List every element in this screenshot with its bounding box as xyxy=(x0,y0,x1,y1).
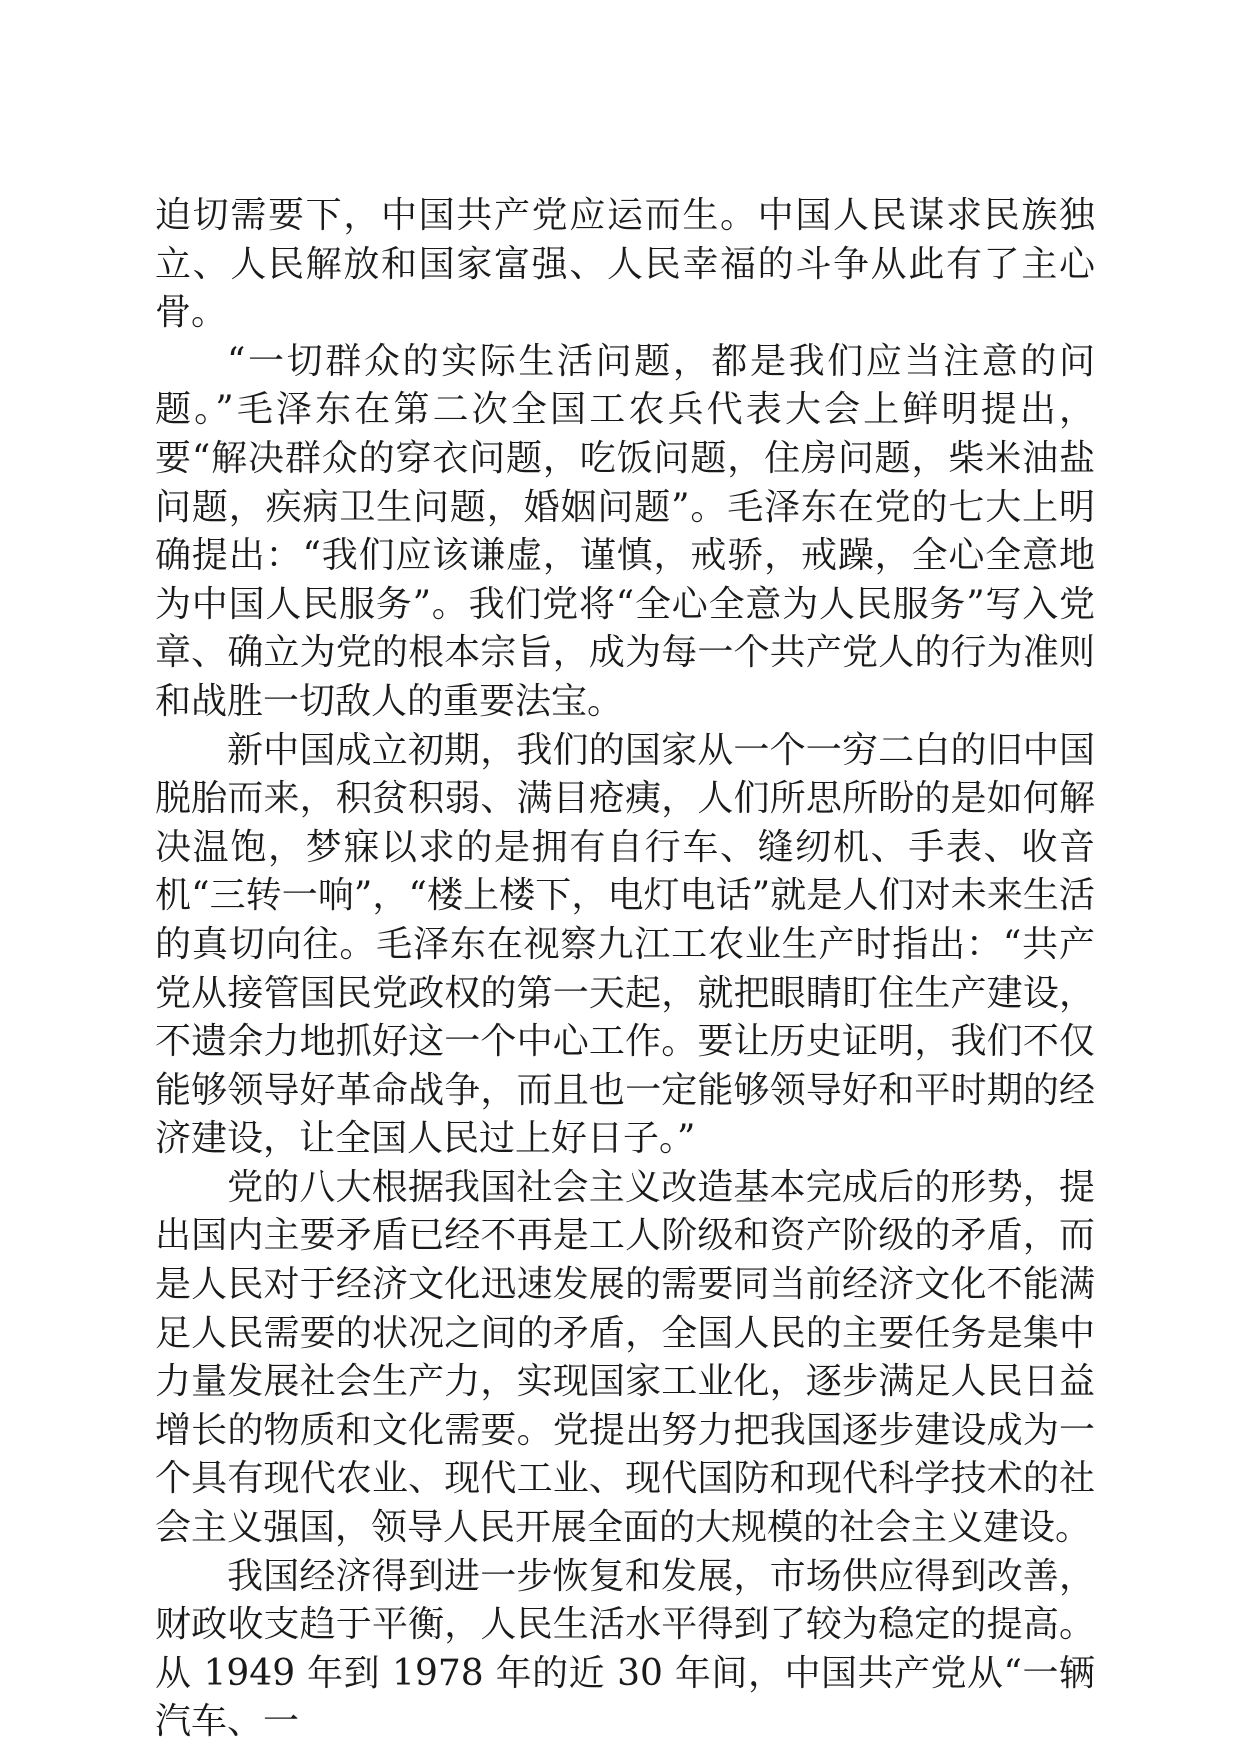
paragraph-5: 我国经济得到进一步恢复和发展，市场供应得到改善，财政收支趋于平衡，人民生活水平得到了较为稳定的提高。从 1949 年到 1978 年的近 30 年间，中国共产党从“一辆汽车、一 xyxy=(155,1555,1095,1743)
paragraph-2: “一切群众的实际生活问题，都是我们应当注意的问题。”毛泽东在第二次全国工农兵代表大会上鲜明提出，要“解决群众的穿衣问题，吃饭问题，住房问题，柴米油盐问题，疾病卫生问题，婚姻问题”。毛泽东在党的七大上明确提出：“我们应该谦虚，谨慎，戒骄，戒躁，全心全意地为中国人民服务”。我们党将“全心全意为人民服务”写入党章、确立为党的根本宗旨，成为每一个共产党人的行为准则和战胜一切敌人的重要法宝。 xyxy=(155,340,1095,722)
paragraph-3: 新中国成立初期，我们的国家从一个一穷二白的旧中国脱胎而来，积贫积弱、满目疮痍，人们所思所盼的是如何解决温饱，梦寐以求的是拥有自行车、缝纫机、手表、收音机“三转一响”，“楼上楼下，电灯电话”就是人们对未来生活的真切向往。毛泽东在视察九江工农业生产时指出：“共产党从接管国民党政权的第一天起，就把眼睛盯住生产建设，不遗余力地抓好这一个中心工作。要让历史证明，我们不仅能够领导好革命战争，而且也一定能够领导好和平时期的经济建设，让全国人民过上好日子。” xyxy=(155,729,1095,1160)
body-text xyxy=(155,192,1095,1747)
paragraph-4: 党的八大根据我国社会主义改造基本完成后的形势，提出国内主要矛盾已经不再是工人阶级和资产阶级的矛盾，而是人民对于经济文化迅速发展的需要同当前经济文化不能满足人民需要的状况之间的矛盾，全国人民的主要任务是集中力量发展社会生产力，实现国家工业化，逐步满足人民日益增长的物质和文化需要。党提出努力把我国逐步建设成为一个具有现代农业、现代工业、现代国防和现代科学技术的社会主义强国，领导人民开展全面的大规模的社会主义建设。 xyxy=(155,1166,1095,1549)
paragraph-1: 迫切需要下，中国共产党应运而生。中国人民谋求民族独立、人民解放和国家富强、人民幸福的斗争从此有了主心骨。 xyxy=(155,195,1095,334)
